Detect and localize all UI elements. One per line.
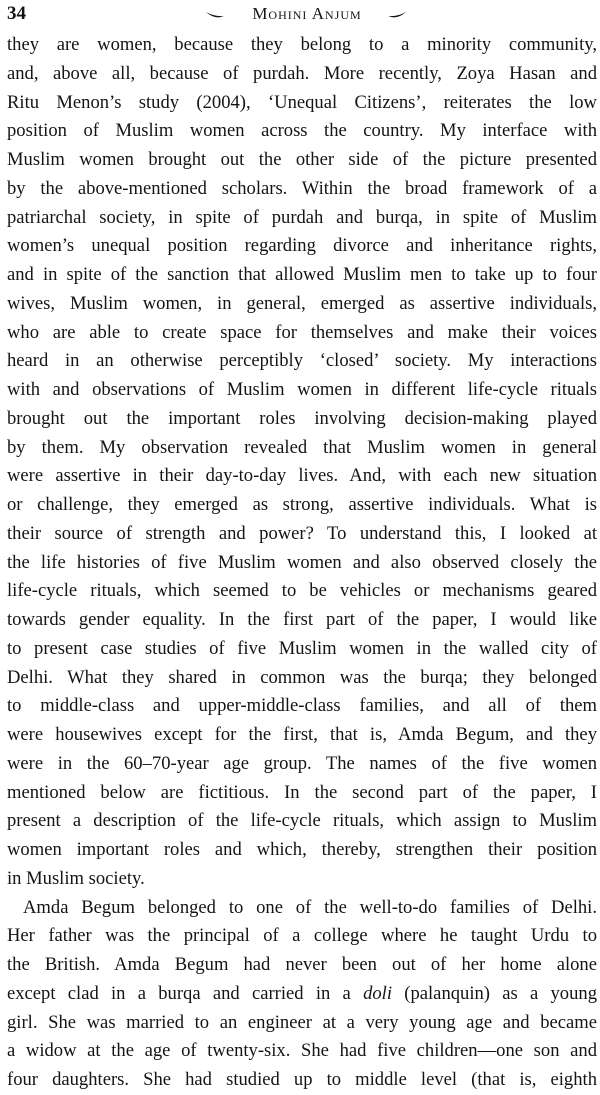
text-line: heard in an otherwise perceptibly ‘closed’ society. My interactions [7, 350, 597, 372]
text-line: who are able to create space for themselves and make their voices [7, 321, 597, 343]
text-line: position of Muslim women across the country. My interface with [7, 120, 597, 142]
page-number: 34 [7, 3, 26, 24]
text-line: were housewives except for the first, that is, Amda Begum, and they [7, 724, 597, 745]
text-line: girl. She was married to an engineer at a very young age and became [7, 1011, 597, 1033]
text-line: present a description of the life-cycle rituals, which assign to Muslim [7, 810, 597, 832]
text-line: in Muslim society. [7, 867, 145, 889]
text-line: Delhi. What they shared in common was the burqa; they belonged [7, 666, 597, 688]
text-line: were in the 60–70-year age group. The names of the five women [7, 752, 597, 774]
text-line: mentioned below are fictitious. In the second part of the paper, I [7, 781, 597, 803]
text-line [7, 980, 597, 1009]
paragraph [7, 894, 597, 1095]
text-line: to present case studies of five Muslim women in the walled city of [7, 637, 597, 659]
text-line: and, above all, because of purdah. More recently, Zoya Hasan and [7, 62, 597, 84]
italic-term: doli [363, 982, 393, 1004]
text-line: Amda Begum belonged to one of the well-to-do families of Delhi. [23, 896, 597, 918]
text-run: (palanquin) as a young [392, 982, 597, 1004]
text-line: a widow at the age of twenty-six. She had five children—one son and [7, 1040, 597, 1062]
text-run: except clad in a burqa and carried in a [7, 982, 364, 1004]
text-line: women important roles and which, thereby, strengthen their position [7, 839, 597, 860]
text-line: brought out the important roles involving decision-making played [7, 407, 597, 429]
text-line: to middle-class and upper-middle-class families, and all of them [7, 695, 597, 717]
body-text [7, 31, 597, 1095]
text-line: the British. Amda Begum had never been out of her home alone [7, 954, 597, 975]
text-line: wives, Muslim women, in general, emerged as assertive individuals, [7, 292, 597, 314]
text-line: or challenge, they emerged as strong, assertive individuals. What is [7, 494, 597, 515]
running-title: Mohini Anjum [252, 4, 362, 23]
running-header [0, 0, 600, 30]
text-line: with and observations of Muslim women in different life-cycle rituals [7, 379, 597, 400]
right-swash-ornament-icon [387, 11, 407, 19]
text-line: and in spite of the sanction that allowed Muslim men to take up to four [7, 264, 597, 285]
text-line: Muslim women brought out the other side of the picture presented [7, 149, 597, 170]
text-line: patriarchal society, in spite of purdah and burqa, in spite of Muslim [7, 206, 597, 228]
text-line: the life histories of five Muslim women and also observed closely the [7, 551, 597, 573]
text-line: Ritu Menon’s study (2004), ‘Unequal Citizens’, reiterates the low [7, 91, 597, 113]
text-line: women’s unequal position regarding divorce and inheritance rights, [7, 235, 597, 257]
text-line: were assertive in their day-to-day lives. And, with each new situation [7, 465, 597, 487]
text-line: towards gender equality. In the first part of the paper, I would like [7, 609, 597, 630]
text-line: four daughters. She had studied up to middle level (that is, eighth [7, 1069, 597, 1090]
text-line: Her father was the principal of a college where he taught Urdu to [7, 925, 597, 947]
text-line: by the above-mentioned scholars. Within the broad framework of a [7, 177, 597, 199]
text-line: their source of strength and power? To understand this, I looked at [7, 522, 597, 544]
text-line: life-cycle rituals, which seemed to be vehicles or mechanisms geared [7, 580, 597, 602]
text-line: they are women, because they belong to a minority community, [7, 34, 597, 55]
text-line: by them. My observation revealed that Muslim women in general [7, 436, 597, 458]
paragraph [7, 31, 597, 894]
